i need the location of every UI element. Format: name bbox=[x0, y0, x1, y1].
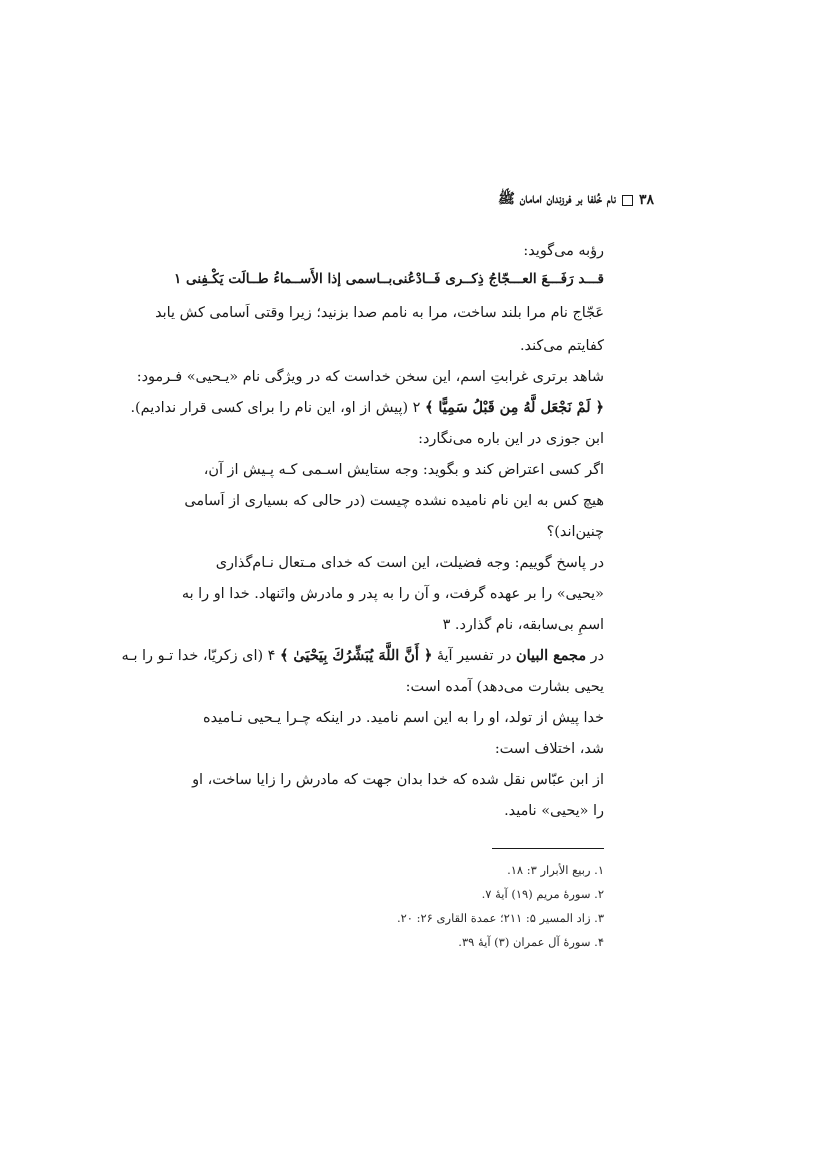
footnote-3: ۳. زاد المسیر ۵: ۲۱۱؛ عمدة القاری ۲۶: ۲۰. bbox=[396, 911, 604, 925]
quote-line: هیچ کس به این نام نامیده نشده چیست (در حالی که بسیاری از اَسامی bbox=[184, 493, 604, 509]
quran-verse: ﴿ لَمْ نَجْعَل لَّهُ مِن قَبْلُ سَمِيًّا ﴾ bbox=[424, 399, 604, 416]
quote-line: را «یحیی» نامید. bbox=[504, 803, 604, 819]
text-span: ۴ (ای زکریّا، خدا تـو را بـه bbox=[121, 648, 280, 664]
footnote-4: ۴. سورهٔ آل عمران (۳) آیهٔ ۳۹. bbox=[458, 935, 604, 949]
verse-hemistich-right: قـــد رَفَـــعَ العـــجّاجُ ذِكــرى فَــادْعُنى bbox=[392, 271, 604, 287]
quote-line: شد، اختلاف است: bbox=[494, 741, 604, 757]
quran-translation: ۲ (پیش از او، این نام را برای کسی قرار ندادیم). bbox=[130, 400, 425, 416]
quote-line: «یحیی» را بر عهده گرفت، و آن را به پدر و مادرش وانَنهاد. خدا او را به bbox=[181, 586, 604, 602]
quote-line: از ابن عبّاس نقل شده که خدا بدان جهت که مادرش را زایا ساخت، او bbox=[192, 772, 604, 788]
quran-citation-line bbox=[130, 398, 604, 418]
quote-line: در پاسخ گوییم: وجه فضیلت، این است که خدای مـتعال نـام‌گذاری bbox=[215, 555, 604, 571]
paragraph-line: ابن جوزی در این باره می‌نگارد: bbox=[418, 431, 604, 447]
intro-line: رؤبه می‌گوید: bbox=[523, 243, 604, 259]
translation-line-2: کفایتم می‌کند. bbox=[519, 338, 604, 354]
footnote-2: ۲. سورهٔ مریم (۱۹) آیهٔ ۷. bbox=[481, 887, 604, 901]
majma-citation-line bbox=[122, 646, 604, 666]
paragraph-line: یحیی بشارت می‌دهد) آمده است: bbox=[405, 679, 604, 695]
text-span: در تفسیر آیهٔ bbox=[432, 648, 517, 664]
square-ornament-icon bbox=[622, 195, 633, 206]
quran-verse: ﴿ أَنَّ اللَّهَ يُبَشِّرُكَ بِيَحْيَىٰ ﴾ bbox=[279, 647, 433, 664]
footnote-divider bbox=[492, 848, 604, 849]
verse-hemistich-left: بــاسمى إذا الأَســماءُ طــالَت يَكْـفِنى ۱ bbox=[173, 271, 393, 287]
poem-verse bbox=[173, 271, 604, 287]
text-span: در bbox=[586, 648, 604, 664]
footnote-1: ۱. ربیع الأبرار ۳: ۱۸. bbox=[507, 863, 604, 877]
header-title: نام خُلفا بر فرزندان امامان ﷺ bbox=[497, 191, 616, 207]
quote-line: اگر کسی اعتراض کند و بگوید: وجه ستایش اسـمی کـه پـیش از آن، bbox=[203, 462, 604, 478]
translation-line-1: عَجّاج نام مرا بلند ساخت، مرا به نامم صدا بزنید؛ زیرا وقتی اَسامی کش یابد bbox=[155, 305, 604, 321]
quote-line: چنین‌اند)؟ bbox=[546, 524, 604, 540]
running-header bbox=[498, 190, 654, 210]
paragraph-line: شاهد برتری غرابتِ اسم، این سخن خداست که در ویژگی نام «یـحیی» فـرمود: bbox=[136, 369, 604, 385]
book-title: مجمع البيان bbox=[516, 647, 587, 664]
page-number: ۳۸ bbox=[638, 192, 654, 208]
quote-line: خدا پیش از تولد، او را به این اسم نامید. در اینکه چـرا یـحیی نـامیده bbox=[203, 710, 604, 726]
quote-line: اسمِ بی‌سابقه، نام گذارد. ۳ bbox=[442, 617, 604, 633]
